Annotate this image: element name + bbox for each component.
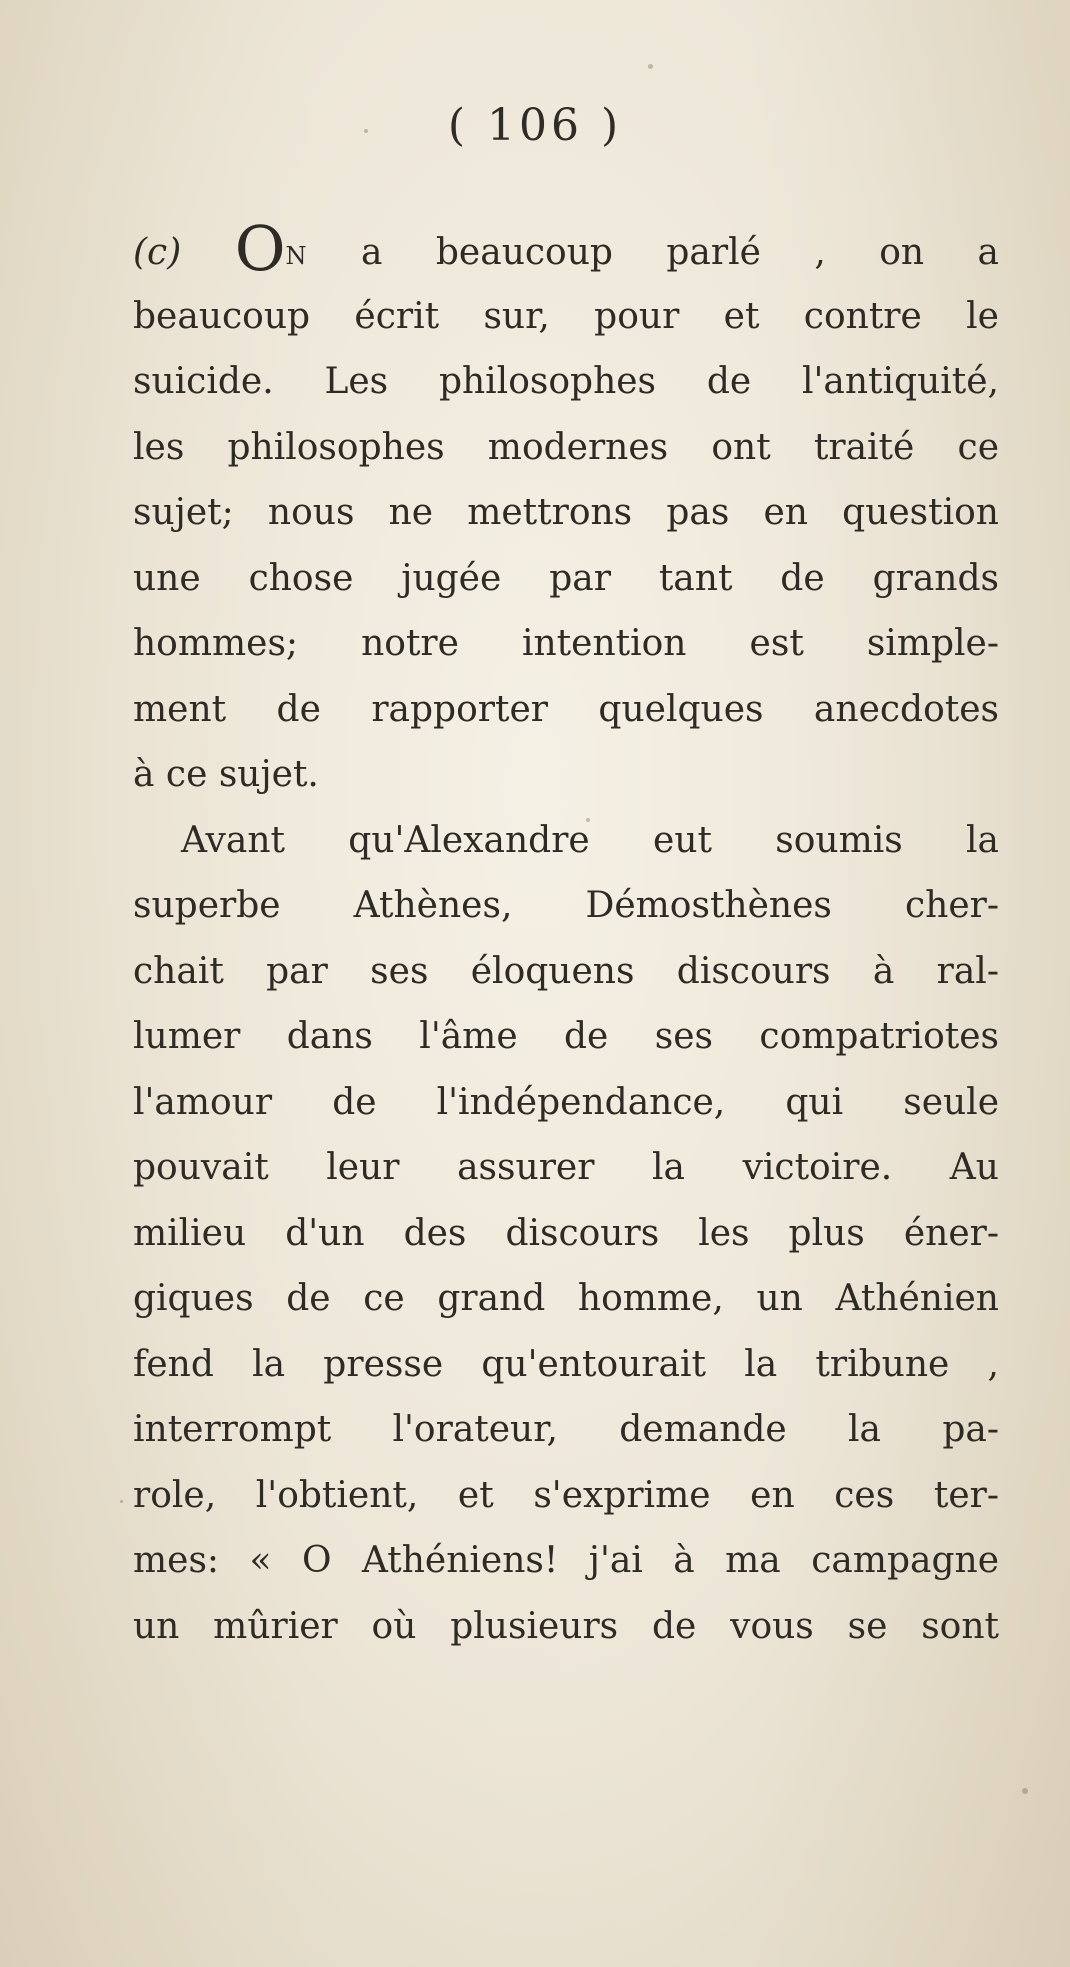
text-line: ment de rapporter quelques anecdotes [133, 688, 999, 730]
text-line: suicide. Les philosophes de l'antiquité, [133, 361, 999, 402]
paper-speck [1022, 1788, 1028, 1794]
paper-speck [120, 1500, 123, 1503]
text-line: beaucoup écrit sur, pour et contre le [133, 295, 999, 337]
text-line: giques de ce grand homme, un Athénien [133, 1278, 999, 1319]
text-line: un mûrier où plusieurs de vous se sont [133, 1605, 999, 1647]
text-line: milieu d'un des discours les plus éner- [133, 1212, 999, 1254]
text-line: lumer dans l'âme de ses compatriotes [133, 1016, 999, 1057]
text-line: role, l'obtient, et s'exprime en ces ter- [133, 1474, 999, 1516]
text-line: l'amour de l'indépendance, qui seule [133, 1081, 999, 1123]
text-line: fend la presse qu'entourait la tribune , [133, 1343, 999, 1385]
text-line: à ce sujet. [133, 754, 319, 795]
text-line: interrompt l'orateur, demande la pa- [133, 1409, 999, 1450]
text-line: chait par ses éloquens discours à ral- [133, 950, 999, 992]
text-line: superbe Athènes, Démosthènes cher- [133, 885, 999, 926]
text-line: Avant qu'Alexandre eut soumis la [181, 819, 999, 861]
page-number: ( 106 ) [447, 100, 623, 151]
paper-speck [648, 64, 653, 69]
text-line [133, 218, 999, 284]
text-line: les philosophes modernes ont traité ce [133, 426, 999, 468]
text-line: une chose jugée par tant de grands [133, 557, 999, 599]
text-line: hommes; notre intention est simple- [133, 623, 999, 664]
footnote-marker: (c) [133, 232, 182, 273]
text-line-content: a beaucoup parlé , on a [360, 232, 999, 273]
drop-cap: O [234, 218, 286, 284]
text-line: sujet; nous ne mettrons pas en question [133, 492, 999, 533]
text-line: pouvait leur assurer la victoire. Au [133, 1147, 999, 1188]
small-caps: N [285, 242, 308, 270]
text-line: mes: « O Athéniens! j'ai à ma campagne [133, 1540, 999, 1581]
body-text [133, 218, 999, 1659]
